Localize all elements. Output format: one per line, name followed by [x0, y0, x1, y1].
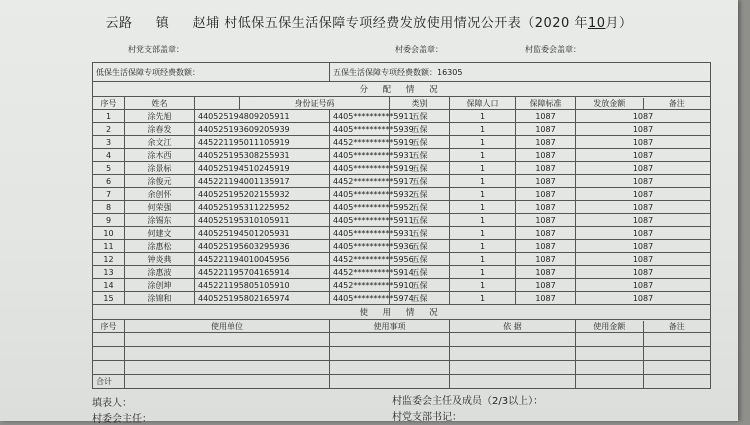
cell-pop: 1 [450, 175, 516, 188]
table-row [93, 240, 711, 253]
cell-id1: 445221195011105919 [195, 136, 330, 149]
cell-id2: 4452**********5914 [330, 266, 390, 279]
cell-id1: 445221195805105910 [195, 279, 330, 292]
cell-id2: 4405**********5932 [330, 188, 390, 201]
cell-pop: 1 [450, 110, 516, 123]
cell-amt: 1087 [576, 110, 711, 123]
table-row [93, 123, 711, 136]
cell-name: 涂俊元 [125, 175, 195, 188]
header-cell: 姓名 [125, 97, 195, 110]
cell-amt: 1087 [576, 253, 711, 266]
cell-amt: 1087 [576, 279, 711, 292]
total-label: 合计 [93, 375, 125, 389]
cell-cat: 五保 [390, 123, 450, 136]
cell-cat: 五保 [390, 162, 450, 175]
usage-header-row [93, 320, 711, 333]
cell-cat: 五保 [390, 279, 450, 292]
usage-cell [450, 361, 576, 375]
cell-name: 涂惠波 [125, 266, 195, 279]
usage-cell [93, 361, 125, 375]
cell-name: 余文江 [125, 136, 195, 149]
cell-name: 涂春发 [125, 123, 195, 136]
cell-id2: 4405**********5931 [330, 227, 390, 240]
cell-std: 1087 [516, 253, 576, 266]
cell-name: 余创怀 [125, 188, 195, 201]
party-stamp-label: 村党支部盖章： [128, 45, 184, 54]
cell-id2: 4452**********5919 [330, 136, 390, 149]
cell-id1: 440525195202155932 [195, 188, 330, 201]
cell-std: 1087 [516, 136, 576, 149]
cell-id1: 445221195704165914 [195, 266, 330, 279]
cell-no: 3 [93, 136, 125, 149]
cell-pop: 1 [450, 123, 516, 136]
cell-id2: 4405**********5931 [330, 149, 390, 162]
table-row [93, 214, 711, 227]
cell-name: 涂木西 [125, 149, 195, 162]
cell-pop: 1 [450, 227, 516, 240]
table-row [93, 149, 711, 162]
page-title [0, 12, 738, 31]
cell-pop: 1 [450, 162, 516, 175]
cell-pop: 1 [450, 292, 516, 305]
usage-blank-row [93, 333, 711, 347]
cell-std: 1087 [516, 149, 576, 162]
table-row [93, 175, 711, 188]
cell-no: 12 [93, 253, 125, 266]
usage-header-amount-note [576, 320, 711, 333]
cell-std: 1087 [516, 162, 576, 175]
table-row [93, 227, 711, 240]
cell-cat: 五保 [390, 227, 450, 240]
cell-no: 15 [93, 292, 125, 305]
cell-std: 1087 [516, 240, 576, 253]
usage-cell [450, 333, 576, 347]
table-row [93, 162, 711, 175]
cell-pop: 1 [450, 266, 516, 279]
usage-cell [576, 333, 711, 347]
cell-name: 涂创坤 [125, 279, 195, 292]
title-main: 村低保五保生活保障专项经费发放使用情况公开表（2020 年 [224, 16, 588, 31]
usage-total-row [93, 375, 711, 389]
distribution-header-row [93, 97, 711, 110]
cell-no: 4 [93, 149, 125, 162]
cell-id2: 4405**********5952 [330, 201, 390, 214]
supervision-stamp-label: 村监委会盖章： [525, 45, 581, 54]
usage-blank-row [93, 347, 711, 361]
cell-id1: 440525195311225952 [195, 201, 330, 214]
cell-std: 1087 [516, 279, 576, 292]
table-row [93, 110, 711, 123]
usage-cell [576, 361, 711, 375]
cell-cat: 五保 [390, 149, 450, 162]
cell-amt: 1087 [576, 214, 711, 227]
wubao-fund-label: 五保生活保障专项经费数额：16305 [330, 63, 711, 82]
header-cell: 类别 [390, 97, 450, 110]
cell-cat: 五保 [390, 188, 450, 201]
cell-cat: 五保 [390, 136, 450, 149]
cell-amt: 1087 [576, 292, 711, 305]
dibao-fund-label: 低保生活保障专项经费数额： [93, 63, 330, 82]
cell-cat: 五保 [390, 240, 450, 253]
cell-cat: 五保 [390, 253, 450, 266]
cell-no: 7 [93, 188, 125, 201]
usage-cell [125, 347, 330, 361]
committee-stamp-label: 村委会盖章： [395, 45, 443, 54]
cell-id1: 440525195308255931 [195, 149, 330, 162]
usage-cell [125, 375, 330, 389]
cell-pop: 1 [450, 253, 516, 266]
cell-no: 9 [93, 214, 125, 227]
cell-no: 10 [93, 227, 125, 240]
cell-std: 1087 [516, 201, 576, 214]
cell-name: 涂锦和 [125, 292, 195, 305]
usage-cell [330, 333, 450, 347]
title-town-suffix: 镇 [155, 16, 170, 31]
table-row [93, 266, 711, 279]
usage-cell [450, 375, 576, 389]
cell-id1: 445221194010045956 [195, 253, 330, 266]
cell-id1: 440525194501205931 [195, 227, 330, 240]
cell-no: 13 [93, 266, 125, 279]
usage-header-amount: 使用金额 [576, 321, 644, 332]
cell-id1: 445221194001135917 [195, 175, 330, 188]
header-amount: 发放金额 [576, 98, 644, 109]
usage-section-label: 使 用 情 况 [93, 305, 711, 320]
usage-cell [576, 375, 711, 389]
cell-name: 涂锡东 [125, 214, 195, 227]
title-town: 云路 [105, 16, 133, 31]
cell-no: 5 [93, 162, 125, 175]
cell-amt: 1087 [576, 201, 711, 214]
cell-name: 涂景标 [125, 162, 195, 175]
cell-amt: 1087 [576, 136, 711, 149]
usage-cell [330, 347, 450, 361]
cell-cat: 五保 [390, 110, 450, 123]
cell-std: 1087 [516, 266, 576, 279]
cell-id1: 440525193609205939 [195, 123, 330, 136]
cell-amt: 1087 [576, 266, 711, 279]
cell-name: 何建文 [125, 227, 195, 240]
cell-pop: 1 [450, 149, 516, 162]
usage-cell [450, 347, 576, 361]
title-month: 10 [587, 16, 606, 31]
usage-header-unit: 使用单位 [125, 320, 330, 333]
cell-amt: 1087 [576, 227, 711, 240]
usage-cell [576, 347, 711, 361]
cell-cat: 五保 [390, 175, 450, 188]
cell-id1: 440525194510245919 [195, 162, 330, 175]
cell-std: 1087 [516, 292, 576, 305]
cell-pop: 1 [450, 188, 516, 201]
cell-cat: 五保 [390, 292, 450, 305]
usage-header-note: 备注 [668, 321, 685, 331]
usage-cell [330, 375, 450, 389]
cell-no: 14 [93, 279, 125, 292]
cell-id2: 4405**********5939 [330, 123, 390, 136]
cell-amt: 1087 [576, 175, 711, 188]
cell-cat: 五保 [390, 266, 450, 279]
distribution-table [92, 62, 711, 389]
title-end: 月） [605, 16, 633, 31]
header-cell: 身份证号码 [240, 97, 390, 110]
usage-cell [125, 333, 330, 347]
cell-cat: 五保 [390, 201, 450, 214]
party-secretary-label: 村党支部书记： [392, 412, 462, 423]
usage-cell [125, 361, 330, 375]
cell-std: 1087 [516, 227, 576, 240]
table-row [93, 253, 711, 266]
filler-label: 填表人： [92, 398, 132, 409]
table-row [93, 201, 711, 214]
cell-amt: 1087 [576, 162, 711, 175]
usage-blank-row [93, 361, 711, 375]
table-row [93, 136, 711, 149]
cell-id1: 440525195802165974 [195, 292, 330, 305]
cell-name: 涂先旭 [125, 110, 195, 123]
cell-id2: 4452**********5910 [330, 279, 390, 292]
cell-no: 6 [93, 175, 125, 188]
cell-std: 1087 [516, 188, 576, 201]
usage-header-item: 使用事项 [330, 320, 450, 333]
cell-id2: 4452**********5917 [330, 175, 390, 188]
cell-amt: 1087 [576, 123, 711, 136]
cell-id2: 4452**********5956 [330, 253, 390, 266]
usage-header-no: 序号 [93, 320, 125, 333]
usage-section-row [93, 305, 711, 320]
cell-cat: 五保 [390, 214, 450, 227]
cell-no: 2 [93, 123, 125, 136]
cell-std: 1087 [516, 175, 576, 188]
fund-row [93, 63, 711, 82]
cell-no: 1 [93, 110, 125, 123]
cell-id1: 440525195310105911 [195, 214, 330, 227]
header-cell: 序号 [93, 97, 125, 110]
table-row [93, 188, 711, 201]
usage-cell [93, 347, 125, 361]
distribution-section-row [93, 82, 711, 97]
cell-amt: 1087 [576, 188, 711, 201]
cell-amt: 1087 [576, 149, 711, 162]
cell-pop: 1 [450, 279, 516, 292]
cell-pop: 1 [450, 136, 516, 149]
header-cell: 保障标准 [516, 97, 576, 110]
cell-id2: 4405**********5936 [330, 240, 390, 253]
usage-header-basis: 依 据 [450, 320, 576, 333]
cell-name: 钟炎典 [125, 253, 195, 266]
cell-id2: 4405**********5919 [330, 162, 390, 175]
usage-cell [330, 361, 450, 375]
cell-pop: 1 [450, 214, 516, 227]
distribution-section-label: 分 配 情 况 [93, 82, 711, 97]
header-cell [195, 97, 240, 110]
header-cell [576, 97, 711, 110]
cell-no: 11 [93, 240, 125, 253]
committee-head-label: 村委会主任： [92, 414, 152, 425]
cell-id1: 440525194809205911 [195, 110, 330, 123]
cell-id2: 4405**********5911 [330, 214, 390, 227]
header-note: 备注 [668, 98, 685, 108]
cell-name: 何荣强 [125, 201, 195, 214]
cell-std: 1087 [516, 110, 576, 123]
header-cell: 保障人口 [450, 97, 516, 110]
cell-amt: 1087 [576, 240, 711, 253]
cell-name: 涂惠松 [125, 240, 195, 253]
cell-pop: 1 [450, 201, 516, 214]
cell-id2: 4405**********5911 [330, 110, 390, 123]
supervision-label: 村监委会主任及成员（2/3以上）： [392, 396, 544, 407]
cell-no: 8 [93, 201, 125, 214]
table-row [93, 279, 711, 292]
cell-id1: 440525195603295936 [195, 240, 330, 253]
cell-std: 1087 [516, 214, 576, 227]
usage-cell [93, 333, 125, 347]
title-village: 赵埔 [192, 16, 220, 31]
cell-std: 1087 [516, 123, 576, 136]
table-row [93, 292, 711, 305]
cell-id2: 4405**********5974 [330, 292, 390, 305]
cell-pop: 1 [450, 240, 516, 253]
